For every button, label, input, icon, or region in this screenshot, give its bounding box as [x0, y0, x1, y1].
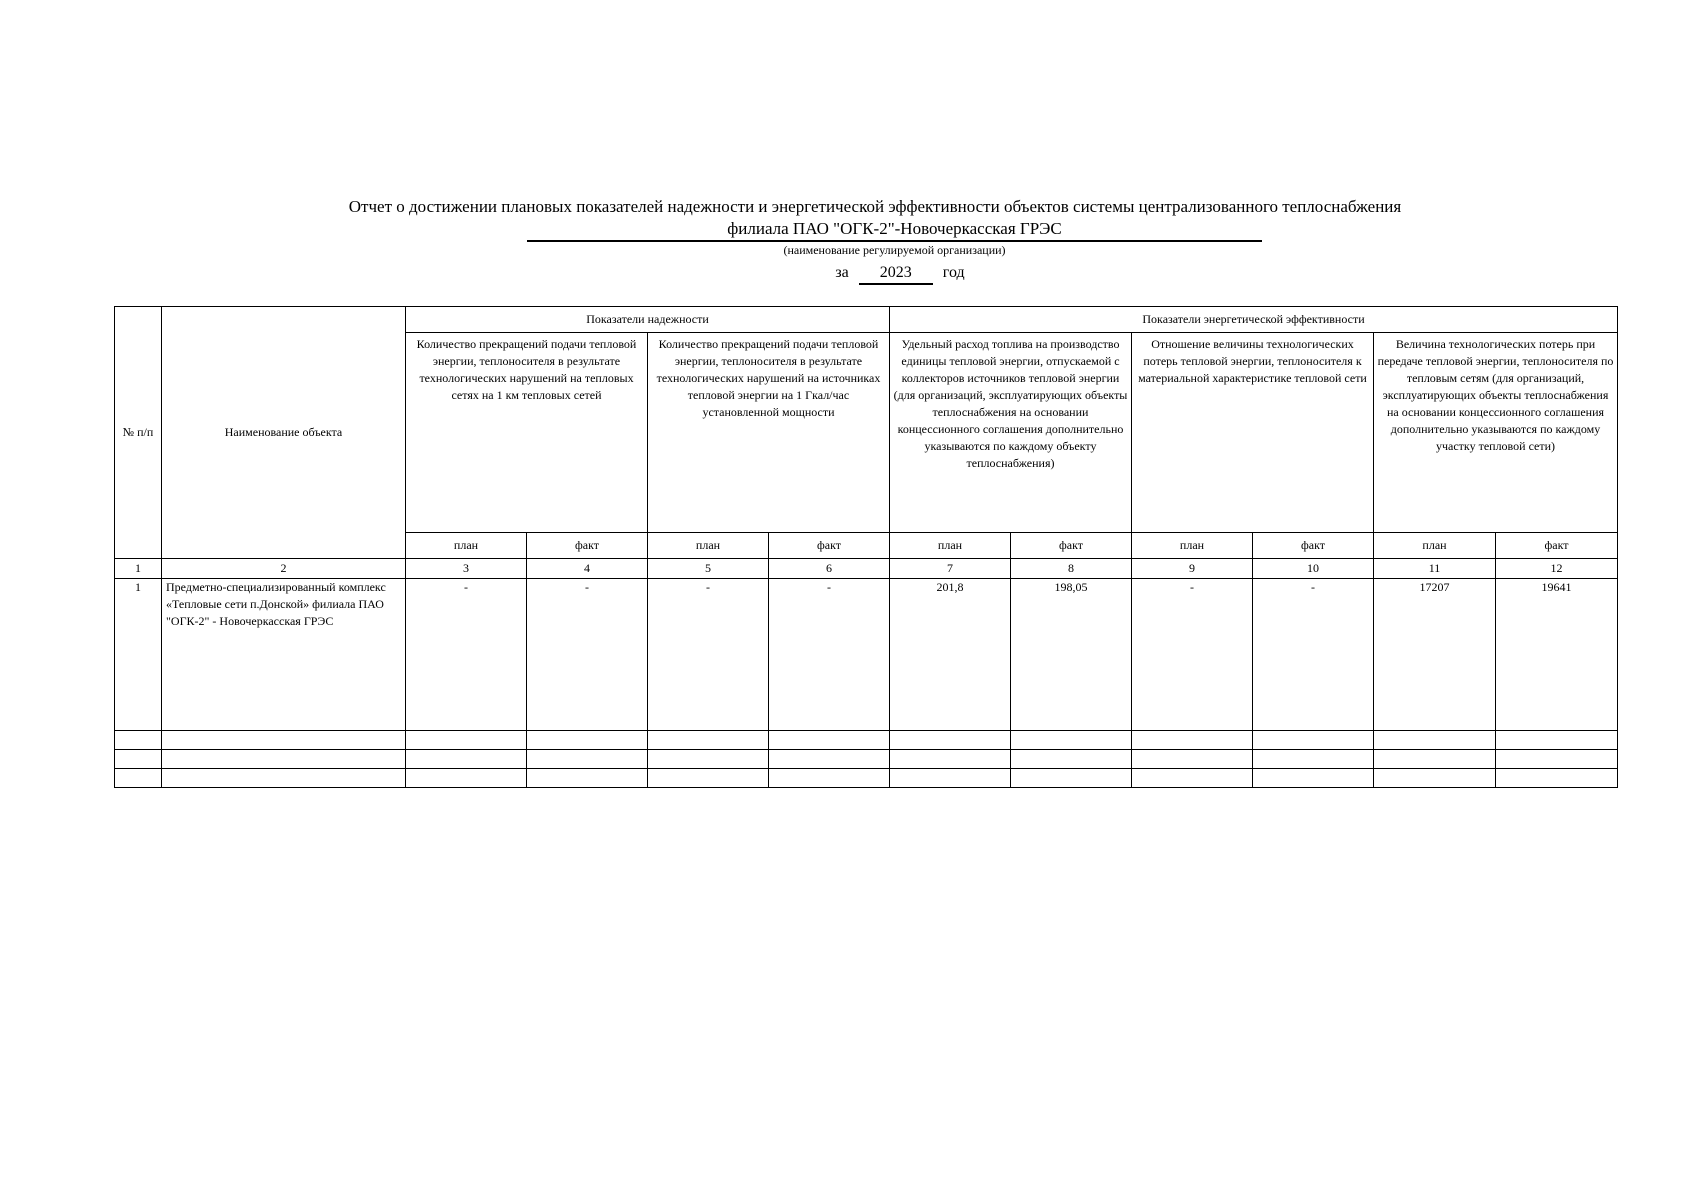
empty-cell: [648, 750, 769, 769]
indicator-text: Отношение величины технологических потерь тепловой энергии, теплоносителя к материальной характеристике тепловой сети: [1138, 337, 1367, 385]
empty-cell: [1011, 750, 1132, 769]
empty-cell: [1496, 769, 1618, 788]
empty-cell: [890, 731, 1011, 750]
indicator-text: Величина технологических потерь при передаче тепловой энергии, теплоносителя по тепловым сетям (для организаций, эксплуатирующих объекты теплоснабжения на основании концессионного соглашения дополнительно указываются по каждому участку тепловой сети): [1377, 337, 1614, 453]
value-cell: -: [648, 579, 769, 731]
header-fact: факт: [1011, 533, 1132, 559]
value-cell: 201,8: [890, 579, 1011, 731]
empty-cell: [890, 769, 1011, 788]
header-indicator-4: [1132, 333, 1374, 533]
empty-cell: [527, 750, 648, 769]
header-group-reliability: Показатели надежности: [406, 307, 890, 333]
column-number: 1: [115, 559, 162, 579]
empty-cell: [648, 731, 769, 750]
header-fact: факт: [527, 533, 648, 559]
empty-cell: [890, 750, 1011, 769]
empty-cell: [1253, 750, 1374, 769]
empty-cell: [1132, 769, 1253, 788]
indicator-text: Удельный расход топлива на производство единицы тепловой энергии, отпускаемой с коллекторов источников тепловой энергии (для организаций, эксплуатирующих объекты теплоснабжения на основании концессионного соглашения дополнительно указываются по каждому объекту теплоснабжения): [893, 337, 1128, 470]
value-cell: -: [1132, 579, 1253, 731]
report-period: [700, 263, 1100, 285]
column-number: 6: [769, 559, 890, 579]
empty-cell: [769, 769, 890, 788]
value-cell: 198,05: [1011, 579, 1132, 731]
empty-cell: [527, 731, 648, 750]
empty-cell: [115, 769, 162, 788]
header-indicator-2: [648, 333, 890, 533]
column-number: 12: [1496, 559, 1618, 579]
value-cell: -: [1253, 579, 1374, 731]
empty-cell: [115, 750, 162, 769]
column-number: 4: [527, 559, 648, 579]
column-number: 10: [1253, 559, 1374, 579]
value-cell: 19641: [1496, 579, 1618, 731]
empty-cell: [769, 750, 890, 769]
empty-cell: [162, 731, 406, 750]
indicator-text: Количество прекращений подачи тепловой энергии, теплоносителя в результате технологических нарушений на источниках тепловой энергии на 1 Гкал/час установленной мощности: [656, 337, 881, 419]
header-object-name: Наименование объекта: [162, 307, 406, 559]
table-row: [115, 579, 1618, 731]
header-fact: факт: [1496, 533, 1618, 559]
header-plan: план: [648, 533, 769, 559]
empty-cell: [406, 769, 527, 788]
column-number: 11: [1374, 559, 1496, 579]
empty-cell: [162, 750, 406, 769]
column-number: 5: [648, 559, 769, 579]
column-number: 9: [1132, 559, 1253, 579]
row-number: 1: [115, 579, 162, 731]
header-plan: план: [1374, 533, 1496, 559]
report-title: Отчет о достижении плановых показателей надежности и энергетической эффективности объектов системы централизованного теплоснабжения: [348, 197, 1402, 216]
empty-row: [115, 750, 1618, 769]
header-plan: план: [406, 533, 527, 559]
period-prefix: за: [835, 264, 849, 281]
column-number: 3: [406, 559, 527, 579]
column-number: 8: [1011, 559, 1132, 579]
value-cell: -: [769, 579, 890, 731]
header-row-groups: [115, 307, 1618, 333]
empty-cell: [1496, 750, 1618, 769]
header-indicator-5: [1374, 333, 1618, 533]
empty-cell: [1374, 769, 1496, 788]
empty-cell: [115, 731, 162, 750]
column-number: 7: [890, 559, 1011, 579]
empty-cell: [1011, 731, 1132, 750]
empty-cell: [1132, 731, 1253, 750]
value-cell: -: [527, 579, 648, 731]
organization-name: филиала ПАО "ОГК-2"-Новочеркасская ГРЭС: [527, 219, 1262, 242]
empty-cell: [162, 769, 406, 788]
column-number-row: [115, 559, 1618, 579]
empty-cell: [769, 731, 890, 750]
empty-cell: [648, 769, 769, 788]
header-fact: факт: [1253, 533, 1374, 559]
empty-cell: [1253, 731, 1374, 750]
empty-cell: [1374, 731, 1496, 750]
header-group-efficiency: Показатели энергетической эффективности: [890, 307, 1618, 333]
object-name: Предметно-специализированный комплекс «Тепловые сети п.Донской» филиала ПАО "ОГК-2" - Новочеркасская ГРЭС: [162, 579, 406, 731]
indicator-text: Количество прекращений подачи тепловой энергии, теплоносителя в результате технологических нарушений на тепловых сетях на 1 км тепловых сетей: [416, 337, 637, 402]
empty-row: [115, 731, 1618, 750]
empty-cell: [1011, 769, 1132, 788]
empty-cell: [1374, 750, 1496, 769]
column-number: 2: [162, 559, 406, 579]
indicators-table: [114, 306, 1618, 788]
value-cell: -: [406, 579, 527, 731]
header-no: № п/п: [115, 307, 162, 559]
header-indicator-3: [890, 333, 1132, 533]
empty-cell: [1253, 769, 1374, 788]
empty-cell: [406, 750, 527, 769]
empty-cell: [1132, 750, 1253, 769]
value-cell: 17207: [1374, 579, 1496, 731]
empty-cell: [406, 731, 527, 750]
empty-row: [115, 769, 1618, 788]
header-plan: план: [890, 533, 1011, 559]
empty-cell: [527, 769, 648, 788]
empty-cell: [1496, 731, 1618, 750]
period-suffix: год: [942, 264, 965, 281]
header-plan: план: [1132, 533, 1253, 559]
organization-caption: (наименование регулируемой организации): [783, 243, 1006, 257]
header-fact: факт: [769, 533, 890, 559]
report-year: 2023: [859, 263, 933, 285]
header-indicator-1: [406, 333, 648, 533]
